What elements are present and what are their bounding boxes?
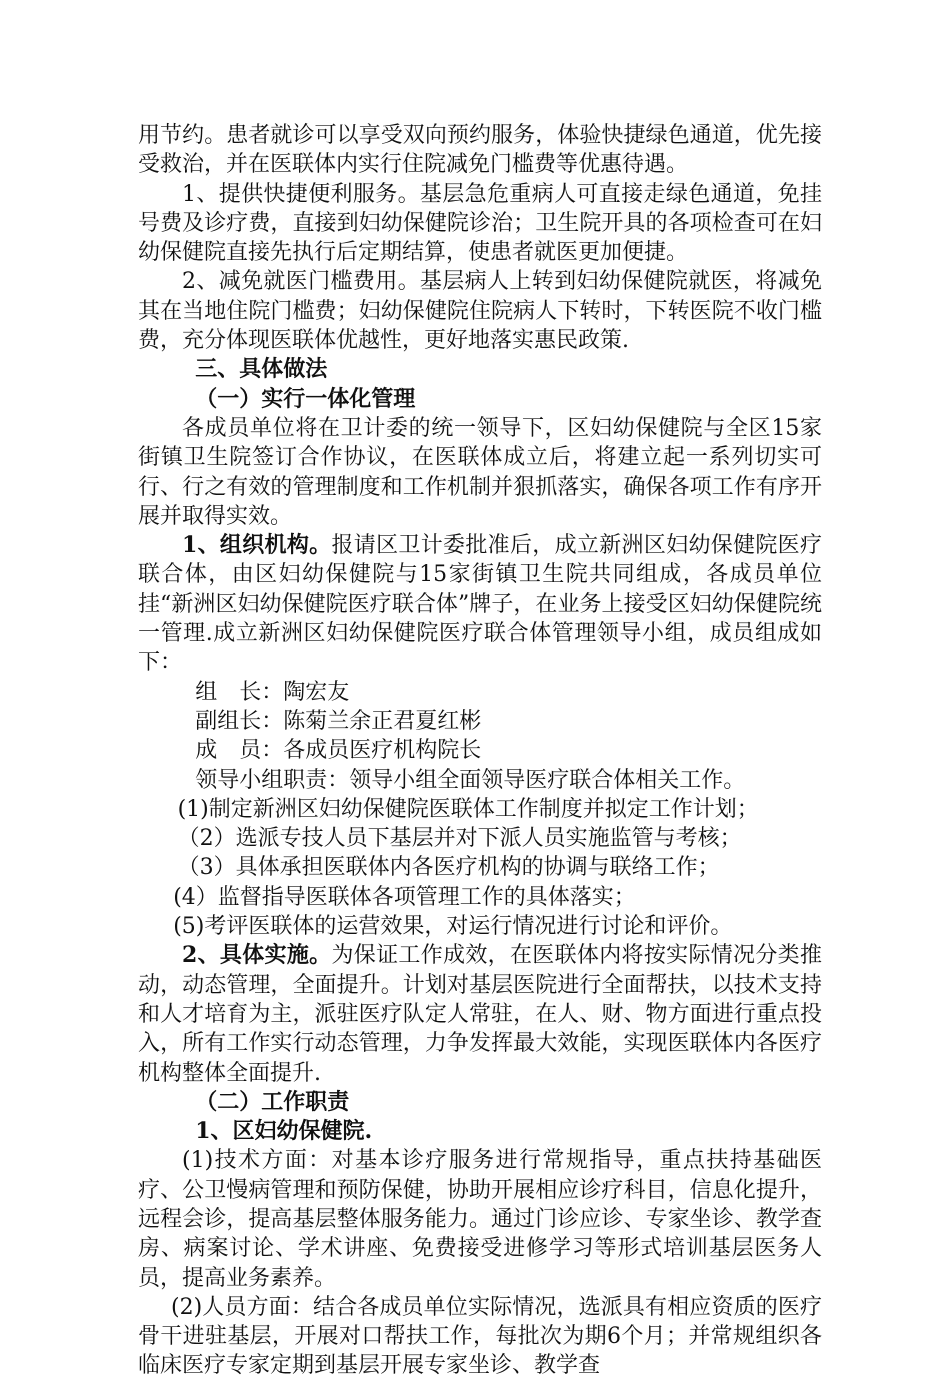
duty-item: (5)考评医联体的运营效果，对运行情况进行讨论和评价。 [173, 914, 733, 940]
paragraph-organization-title: 1、组织机构。 [182, 532, 332, 559]
duty-item: （2）选派专技人员下基层并对下派人员实施监管与考核； [177, 826, 742, 852]
paragraph-fee-reduction: 2、减免就医门槛费用。基层病人上转到妇幼保健院就医，将减免其在当地住院门槛费；妇幼保健院住院病人下转时，下转医院不收门槛费，充分体现医联体优越性，更好地落实惠民政策. [138, 269, 822, 354]
paragraph-personnel-aspect: (2)人员方面：结合各成员单位实际情况，选派具有相应资质的医疗骨干进驻基层，开展对口帮扶工作，每批次为期6个月；并常规组织各临床医疗专家定期到基层开展专家坐诊、教学查 [138, 1294, 822, 1379]
subsection-heading-integrated-management: （一）实行一体化管理 [195, 385, 416, 412]
paragraph-implementation [138, 941, 822, 1087]
paragraph-implementation-text: 为保证工作成效，在医联体内将按实际情况分类推动，动态管理，全面提升。计划对基层医院进行全面帮扶，以技术支持和人才培育为主，派驻医疗队定人常驻，在人、财、物方面进行重点投入，所有工作实行动态管理，力争发挥最大效能，实现医联体内各医疗机构整体全面提升. [138, 943, 822, 1086]
subsection-heading-work-duties: （二）工作职责 [195, 1088, 350, 1115]
member-leader: 组 长：陶宏友 [195, 679, 350, 705]
member-deputy-leaders: 副组长：陈菊兰余正君夏红彬 [195, 708, 482, 734]
duty-item: (1)制定新洲区妇幼保健院医联体工作制度并拟定工作计划； [177, 796, 759, 822]
subsection-heading-maternal-hospital: 1、区妇幼保健院. [195, 1118, 373, 1145]
section-heading-specific-methods: 三、具体做法 [195, 356, 328, 383]
paragraph-convenient-service: 1、提供快捷便利服务。基层急危重病人可直接走绿色通道，免挂号费及诊疗费，直接到妇幼保健院诊治；卫生院开具的各项检查可在妇幼保健院直接先执行后定期结算，使患者就医更加便捷。 [138, 181, 822, 266]
paragraph-continuation: 用节约。患者就诊可以享受双向预约服务，体验快捷绿色通道，优先接受救治，并在医联体内实行住院减免门槛费等优惠待遇。 [138, 123, 822, 178]
leadership-duty-intro: 领导小组职责：领导小组全面领导医疗联合体相关工作。 [195, 767, 746, 793]
paragraph-member-units: 各成员单位将在卫计委的统一领导下，区妇幼保健院与全区15家街镇卫生院签订合作协议，在医联体成立后，将建立起一系列切实可行、行之有效的管理制度和工作机制并狠抓落实，确保各项工作有序开展并取得实效。 [138, 415, 822, 529]
document-body [138, 121, 822, 1381]
duty-item: （3）具体承担医联体内各医疗机构的协调与联络工作； [177, 855, 720, 881]
member-members: 成 员：各成员医疗机构院长 [195, 738, 482, 764]
duty-item: (4）监督指导医联体各项管理工作的具体落实； [173, 884, 636, 910]
paragraph-implementation-title: 2、具体实施。 [182, 942, 332, 969]
paragraph-organization-text: 报请区卫计委批准后，成立新洲区妇幼保健院医疗联合体，由区妇幼保健院与15家街镇卫生院共同组成，各成员单位挂“新洲区妇幼保健院医疗联合体”牌子，在业务上接受区妇幼保健院统一管理.成立新洲区妇幼保健院医疗联合体管理领导小组，成员组成如下： [138, 533, 822, 676]
paragraph-technical-aspect: (1)技术方面：对基本诊疗服务进行常规指导，重点扶持基础医疗、公卫慢病管理和预防保健，协助开展相应诊疗科目，信息化提升，远程会诊，提高基层整体服务能力。通过门诊应诊、专家坐诊、教学查房、病案讨论、学术讲座、免费接受进修学习等形式培训基层医务人员，提高业务素养。 [138, 1148, 822, 1291]
paragraph-organization [138, 531, 822, 677]
